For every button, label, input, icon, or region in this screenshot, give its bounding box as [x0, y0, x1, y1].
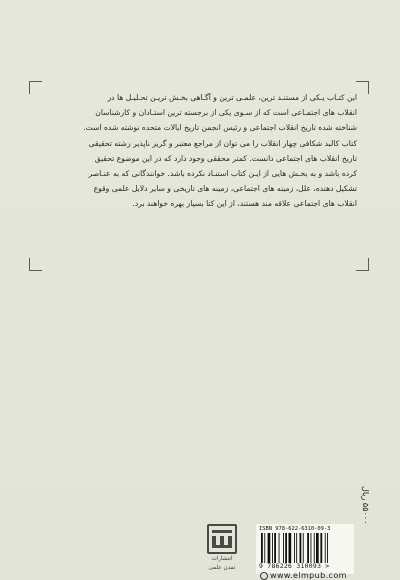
description-line: کرده باشد و به بخـش هایی از ایـن کتاب استنـاد نکرده باشد. خوانندگانی که به عنـاصر [88, 169, 357, 179]
description-line: تشکیل دهنده، علل، زمینه های اجتماعی، زمینه های تاریخی و سایر دلایل علمی وقوع [93, 184, 357, 194]
barcode-bars [259, 533, 351, 563]
publisher-logo [204, 524, 240, 576]
publisher-emblem-icon [207, 524, 237, 554]
frame-corner [29, 258, 42, 271]
description-line: انقلاب های اجتماعی علاقه مند هستند، از این کتا بسیار بهره خواهند برد. [132, 199, 357, 209]
price-label: ۵۵۰۰۰ ریال [361, 486, 370, 525]
publisher-name-line1: انتشارات [211, 556, 233, 562]
frame-corner [356, 258, 369, 271]
isbn-number: ISBN 978-622-6310-09-3 [259, 526, 331, 532]
frame-corner [356, 81, 369, 94]
globe-icon [260, 572, 268, 580]
barcode-digits: 9 786226 310093 > [259, 562, 330, 570]
description-line: کتاب کالبد شکافی چهار انقلاب را می توان از مراجع معتبر و گریز ناپذیر رشته تحقیقی [88, 138, 357, 148]
description-line: این کتـاب یـکی از مستنـد ترین، علمـی ترین و آگـاهی بخـش تریـن تحـلیـل ها در [107, 93, 357, 102]
description-line: شناخته شده تاریخ انقلاب اجتماعی و رئیس انجمن تاریخ ایالات متحده نوشته شده است. [83, 123, 357, 133]
publisher-name-line2: تمدن علمی [208, 565, 236, 571]
description-line: تاریخ انقلاب های اجتماعی دانست. کمتر محققی وجود دارد که در این موضوع تحقیق [94, 153, 357, 163]
publisher-website: www.elmpub.com [270, 571, 347, 580]
isbn-barcode [256, 524, 354, 574]
blurb-frame [29, 81, 369, 271]
book-description [41, 90, 357, 212]
description-line: انقلاب های اجتمـاعی است که از سـوی یکی از برجسته ترین استـادان و کارشناسان [95, 108, 357, 118]
